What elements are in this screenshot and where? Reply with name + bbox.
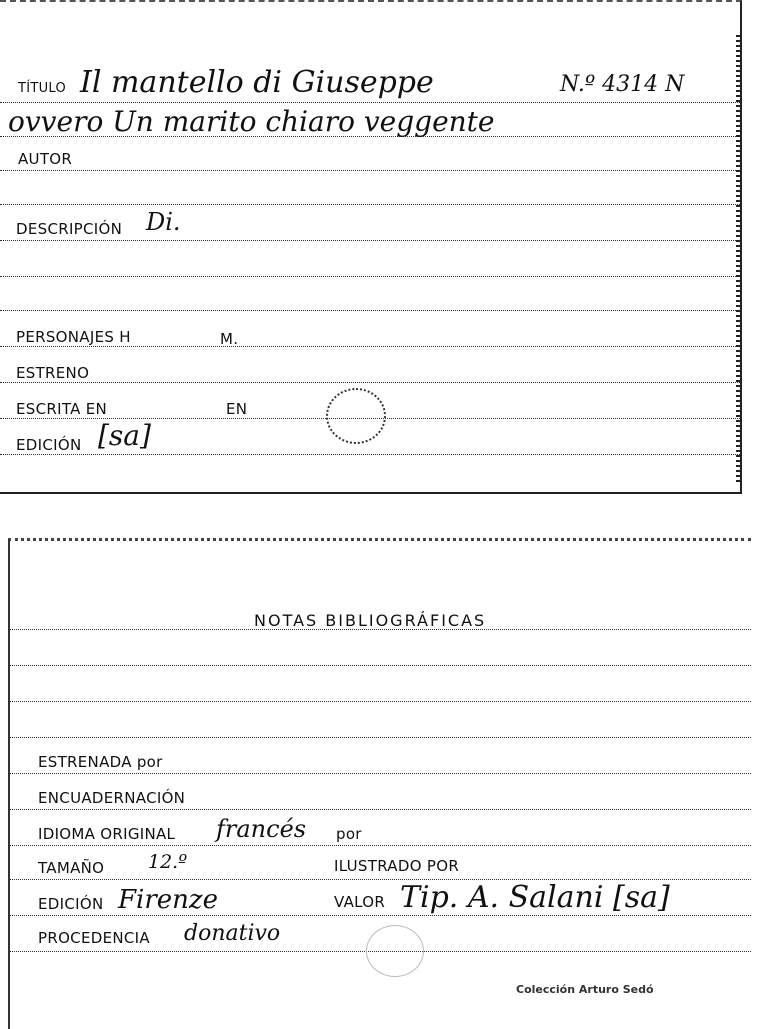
edicion-label: EDICIÓN (38, 895, 104, 913)
ruled-line (10, 629, 751, 630)
catalog-card-bottom (8, 538, 751, 1029)
ruled-line (10, 773, 751, 774)
autor-label: AUTOR (18, 150, 73, 168)
faded-stamp-icon (366, 925, 424, 977)
valor-label: VALOR (334, 893, 386, 911)
tamano-value: 12.º (148, 851, 188, 873)
descripcion-value: Di. (146, 208, 181, 236)
ruled-line (0, 102, 740, 103)
ruled-line (0, 310, 740, 311)
encuadernacion-label: ENCUADERNACIÓN (38, 789, 186, 807)
procedencia-value: donativo (184, 921, 281, 946)
ruled-line (10, 737, 751, 738)
estrenada-label: ESTRENADA por (38, 753, 163, 771)
ruled-line (0, 276, 740, 277)
ruled-line (0, 382, 740, 383)
ruled-line (0, 240, 740, 241)
edicion-label: EDICIÓN (16, 436, 82, 454)
ruled-line (10, 665, 751, 666)
catalog-card-top (0, 0, 742, 494)
ilustrado-label: ILUSTRADO POR (334, 857, 460, 875)
collection-credit: Colección Arturo Sedó (516, 983, 654, 996)
procedencia-label: PROCEDENCIA (38, 929, 150, 947)
por-label: por (336, 825, 362, 843)
edicion-value: [sa] (98, 419, 151, 452)
descripcion-label: DESCRIPCIÓN (16, 220, 123, 238)
catalog-number: N.º 4314 N (560, 72, 685, 97)
personajes-m-label: M. (220, 330, 239, 348)
estreno-label: ESTRENO (16, 364, 90, 382)
titulo-line2: ovvero Un marito chiaro veggente (8, 105, 495, 138)
notas-heading: NOTAS BIBLIOGRÁFICAS (254, 611, 487, 630)
library-stamp-icon (326, 388, 386, 444)
ruled-line (0, 204, 740, 205)
ruled-line (10, 845, 751, 846)
idioma-label: IDIOMA ORIGINAL (38, 825, 176, 843)
en-label: EN (226, 400, 248, 418)
personajes-label: PERSONAJES H (16, 328, 131, 346)
ruled-line (0, 170, 740, 171)
edicion-value: Firenze (118, 885, 219, 915)
tamano-label: TAMAÑO (38, 859, 105, 877)
escrita-label: ESCRITA EN (16, 400, 108, 418)
valor-value: Tip. A. Salani [sa] (400, 880, 670, 915)
ruled-line (10, 915, 751, 916)
idioma-value: francés (216, 815, 307, 843)
ruled-line (0, 346, 740, 347)
titulo-value: Il mantello di Giuseppe (80, 65, 434, 100)
ruled-line (10, 809, 751, 810)
ruled-line (10, 701, 751, 702)
titulo-label: TÍTULO (18, 81, 67, 96)
card-edge-mark (736, 32, 740, 482)
ruled-line (0, 454, 740, 455)
